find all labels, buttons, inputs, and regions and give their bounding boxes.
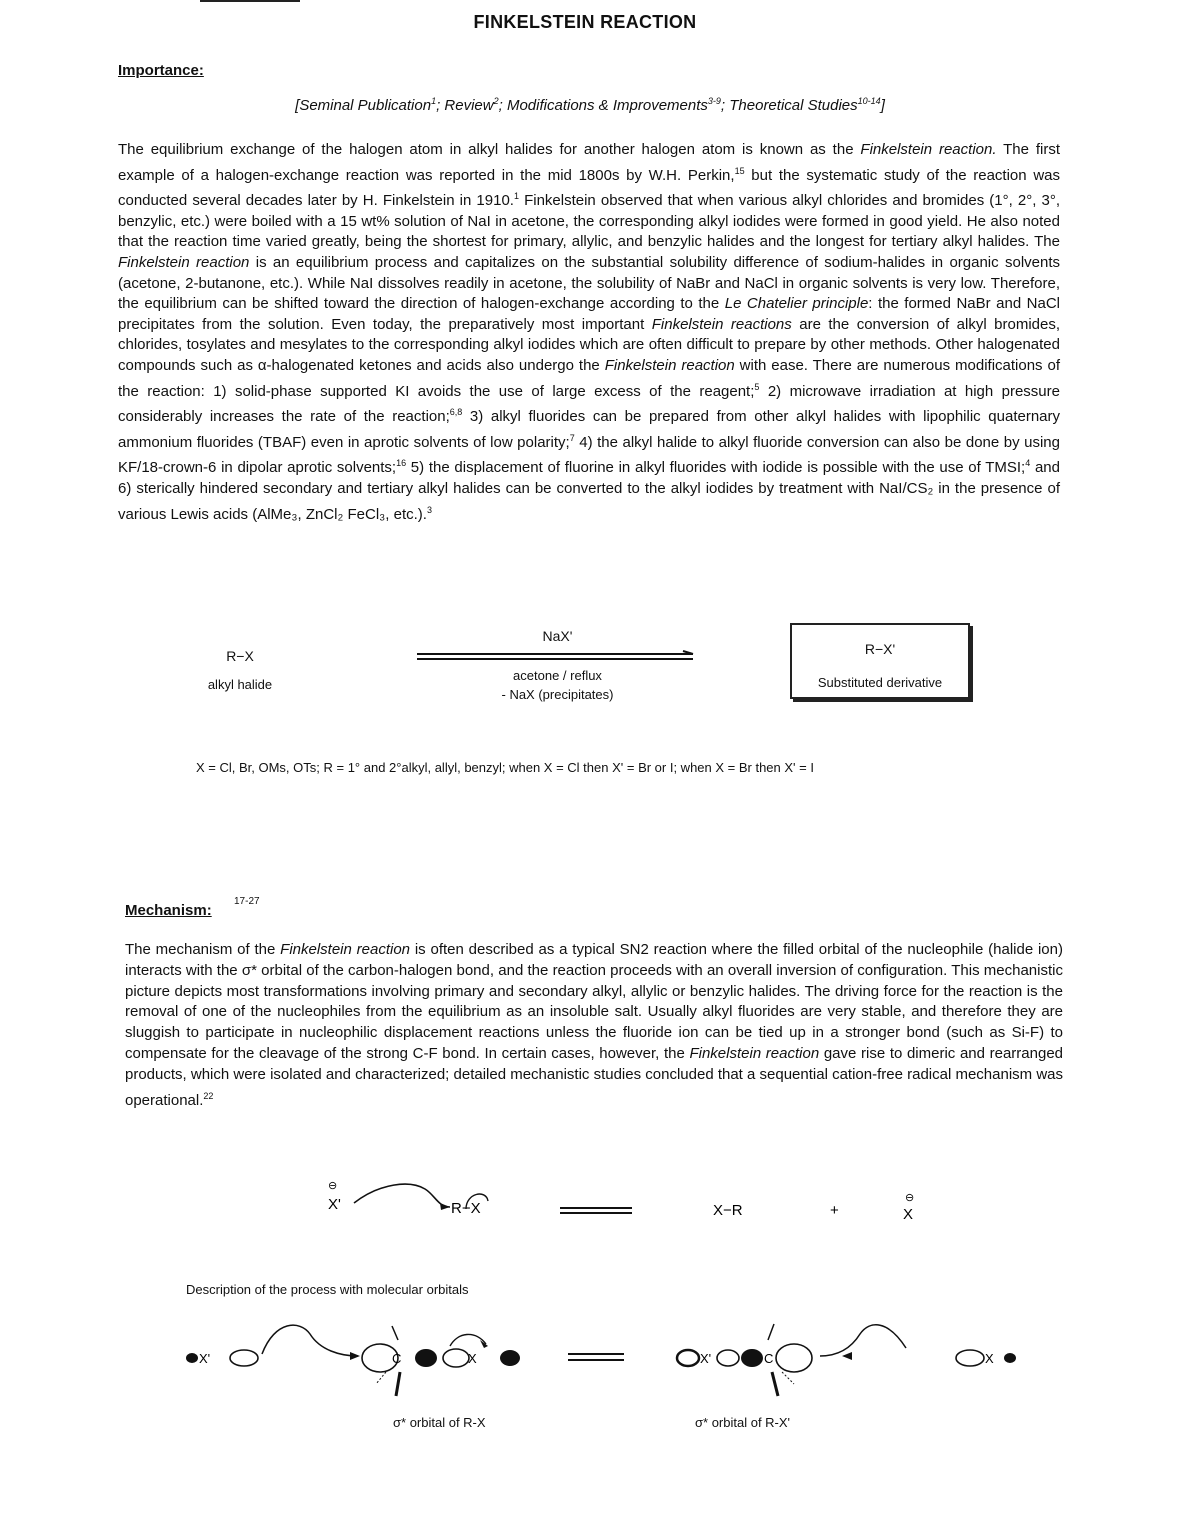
nucleophile-charge: ⊖ <box>328 1180 338 1192</box>
product-box <box>790 623 970 699</box>
top-rule <box>200 0 300 2</box>
lobe-icon <box>415 1349 437 1367</box>
leaving-charge: ⊖ <box>905 1192 915 1204</box>
reaction-arrow <box>415 650 700 664</box>
lobe-icon <box>956 1350 984 1366</box>
conditions-line-2: - NaX (precipitates) <box>501 687 614 702</box>
svg-text:X: X <box>468 1351 477 1366</box>
lobe-icon <box>717 1350 739 1366</box>
reactant-formula: R−X <box>226 648 254 664</box>
mo-diagram <box>180 1310 1040 1410</box>
lobe-icon <box>776 1344 812 1372</box>
lobe-icon <box>230 1350 258 1366</box>
importance-heading: Importance: <box>118 62 204 79</box>
plus-sign: + <box>830 1202 839 1219</box>
mechanism-paragraph: The mechanism of the Finkelstein reaction is often described as a typical SN2 reaction where the filled orbital of the nucleophile (halide ion) interacts with the σ* orbital of the carbon-halogen bond, and the reaction proceeds with an overall inversion of configuration. This mechanistic picture depicts most transformations involving primary and secondary alkyl, allylic or benzylic halides. The driving force for the reaction is the removal of one of the nucleophiles from the equilibrium as an insoluble salt. Usually alkyl fluorides are very stable, and therefore they are sluggish to participate in nucleophilic displacement reactions unless the fluoride ion can be tied up in a stronger bond (such as Si-F) to compensate for the cleavage of the strong C-F bond. In certain cases, however, the Finkelstein reaction gave rise to dimeric and rearranged products, which were isolated and characterized; detailed mechanistic studies concluded that a sequential cation-free radical mechanism was operational.$^{22}$ <box>125 941 1064 1109</box>
conditions-line-1: acetone / reflux <box>513 668 602 683</box>
svg-text:C: C <box>392 1351 402 1366</box>
attack-arrow <box>262 1325 358 1356</box>
leaving-arrow <box>450 1334 486 1346</box>
mo-label-rx: σ* orbital of R-X <box>393 1415 486 1430</box>
lobe-icon <box>741 1349 763 1367</box>
lobe-icon <box>443 1349 469 1367</box>
attack-arrow <box>354 1184 450 1207</box>
page-title: FINKELSTEIN REACTION <box>473 12 697 32</box>
lobe-icon <box>186 1353 198 1363</box>
svg-text:C: C <box>764 1351 774 1366</box>
lobe-icon <box>677 1350 699 1366</box>
svg-text:X: X <box>985 1351 994 1366</box>
departure-arrow <box>820 1325 906 1356</box>
leaving-anion: X <box>903 1206 914 1223</box>
svg-text:X': X' <box>700 1351 712 1366</box>
product-rx-label: X−R <box>713 1202 743 1219</box>
substrate-label: R−X <box>451 1200 481 1217</box>
lobe-icon <box>1004 1353 1016 1363</box>
lobe-icon <box>500 1350 520 1366</box>
nucleophile-label: X' <box>328 1196 341 1213</box>
sn2-equation <box>320 1175 940 1225</box>
mo-label-rx-prime: σ* orbital of R-X' <box>695 1415 791 1430</box>
scheme-footnote: X = Cl, Br, OMs, OTs; R = 1° and 2°alkyl, allyl, benzyl; when X = Cl then X' = Br or I; when X = Br then X' = I <box>196 760 814 775</box>
mo-caption: Description of the process with molecular orbitals <box>186 1282 469 1297</box>
importance-paragraph: The equilibrium exchange of the halogen atom in alkyl halides for another halogen atom is known as the Finkelstein reaction. The first example of a halogen-exchange reaction was reported in the mid 1800s by W.H. Perkin,$^{15}$ but the systematic study of the reaction was conducted several decades later by H. Finkelstein in 1910.$^1$ Finkelstein observed that when various alkyl chlorides and bromides (1°, 2°, 3°, benzylic, etc.) were boiled with a 15 wt% solution of NaI in acetone, the corresponding alkyl iodides were formed in good yield. He also noted that the reaction time varied greatly, being the shortest for primary, allylic, and benzylic halides and the longest for tertiary alkyl halides. The Finkelstein reaction is an equilibrium process and capitalizes on the substantial solubility difference of sodium-halides in organic solvents (acetone, 2-butanone, etc.). While NaI dissolves readily in acetone, the solubility of NaBr and NaCl in organic solvents is very low. Therefore, the equilibrium can be shifted toward the direction of halogen-exchange according to the Le Chatelier principle: the formed NaBr and NaCl precipitates from the solution. Even today, the preparatively most important Finkelstein reactions are the conversion of alkyl bromides, chlorides, tosylates and mesylates to the corresponding alkyl iodides which are often difficult to prepare by other methods. Other halogenated compounds such as α-halogenated ketones and acids also undergo the Finkelstein reaction with ease. There are numerous modifications of the reaction: 1) solid-phase supported KI avoids the use of large excess of the reagent;$^5$ 2) microwave irradiation at high pressure considerably increases the rate of the reaction;$^{6,8}$ 3) alkyl fluorides can be prepared from other alkyl halides with lipophilic quaternary ammonium fluorides (TBAF) even in aprotic solvents of low polarity;$^7$ 4) the alkyl halide to alkyl fluoride conversion can also be done by using KF/18-crown-6 in dipolar aprotic solvents;$^{16}$ 5) the displacement of fluorine in alkyl fluorides with iodide is possible with the use of TMSI;$^4$ and 6) sterically hindered secondary and tertiary alkyl halides can be converted to the alkyl iodides by treatment with NaI/CS₂ in the presence of various Lewis acids (AlMe₃, ZnCl₂ FeCl₃, etc.).$^3$ <box>118 141 1061 523</box>
product-label: Substituted derivative <box>817 675 943 690</box>
citation-line: [Seminal Publication$^1$; Review$^2$; Modifications & Improvements$^{3-9}$; Theoretical Studies$^{10-14}$] <box>295 96 885 114</box>
reagent-label: NaX' <box>542 628 573 644</box>
mechanism-ref: 17-27 <box>234 896 260 907</box>
mechanism-heading: Mechanism: <box>125 902 212 919</box>
product-formula: R−X' <box>864 641 896 657</box>
svg-text:X': X' <box>199 1351 211 1366</box>
reactant-label: alkyl halide <box>207 677 273 692</box>
